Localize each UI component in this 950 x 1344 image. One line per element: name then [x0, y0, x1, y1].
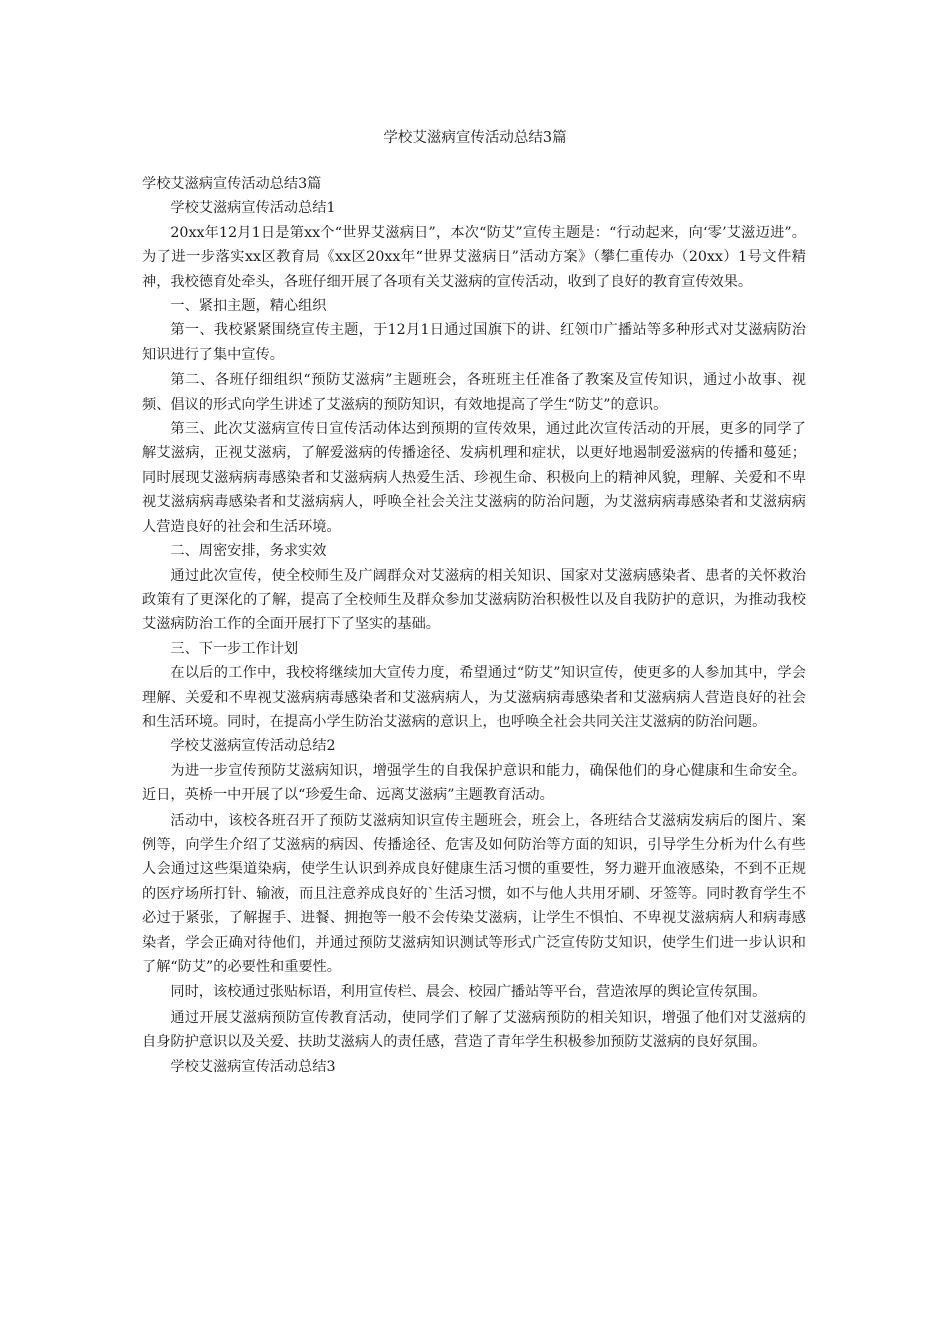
paragraph: 通过此次宣传，使全校师生及广阔群众对艾滋病的相关知识、国家对艾滋病感染者、患者的关怀救治政策有了更深化的了解，提高了全校师生及群众参加艾滋病防治积极性以及自我防护的意识，为推动我校艾滋病防治工作的全面开展打下了坚实的基础。: [142, 567, 806, 633]
paragraph-heading: 学校艾滋病宣传活动总结3篇: [142, 176, 322, 192]
subheading: 一、紧扣主题，精心组织: [170, 298, 327, 315]
section-title-3: 学校艾滋病宣传活动总结3: [170, 1058, 336, 1075]
paragraph: 第三、此次艾滋病宣传日宣传活动体达到预期的宣传效果，通过此次宣传活动的开展，更多的同学了解艾滋病，正视艾滋病，了解爱滋病的传播途径、发病机理和症状，以更好地遏制爱滋病的传播和蔓延；同时展现艾滋病病毒感染者和艾滋病病人热爱生活、珍视生命、积极向上的精神风貌，理解、关爱和不卑视艾滋病病毒感染者和艾滋病病人，呼唤全社会关注艾滋病的防治问题，为艾滋病病毒感染者和艾滋病病人营造良好的社会和生活环境。: [142, 421, 806, 535]
paragraph: 为进一步宣传预防艾滋病知识，增强学生的自我保护意识和能力，确保他们的身心健康和生命安全。近日，英桥一中开展了以“珍爱生命、远离艾滋病”主题教育活动。: [142, 762, 806, 804]
paragraph: 通过开展艾滋病预防宣传教育活动，使同学们了解了艾滋病预防的相关知识，增强了他们对艾滋病的自身防护意识以及关爱、扶助艾滋病人的责任感，营造了青年学生积极参加预防艾滋病的良好氛围。: [142, 1009, 806, 1051]
paragraph: 第二、各班仔细组织“预防艾滋病”主题班会，各班班主任准备了教案及宣传知识，通过小故事、视频、倡议的形式向学生讲述了艾滋病的预防知识，有效地提高了学生“防艾”的意识。: [142, 372, 806, 413]
paragraph: 同时，该校通过张贴标语，利用宣传栏、晨会、校园广播站等平台，营造浓厚的舆论宣传氛围。: [170, 984, 767, 1001]
subheading: 二、周密安排，务求实效: [170, 543, 327, 560]
paragraph: 在以后的工作中，我校将继续加大宣传力度，希望通过“防艾”知识宣传，使更多的人参加其中，学会理解、关爱和不卑视艾滋病病毒感染者和艾滋病病人，为艾滋病病毒感染者和艾滋病病人营造良好的社会和生活环境。同时，在提高小学生防治艾滋病的意识上，也呼唤全社会共同关注艾滋病的防治问题。: [142, 665, 806, 730]
document-body: [142, 172, 806, 1079]
paragraph: 20xx年12月1日是第xx个“世界艾滋病日”，本次“防艾”宣传主题是：“行动起来，向‘零’艾滋迈进”。为了进一步落实xx区教育局《xx区20xx年“世界艾滋病日”活动方案》（攀仁重传办（20xx）1号文件精神，我校德育处牵头，各班仔细开展了各项有关艾滋病的宣传活动，收到了良好的教育宣传效果。: [142, 224, 806, 290]
document-title: 学校艾滋病宣传活动总结3篇: [383, 130, 567, 146]
section-title-2: 学校艾滋病宣传活动总结2: [170, 738, 336, 755]
section-title-1: 学校艾滋病宣传活动总结1: [170, 200, 336, 217]
paragraph: 第一、我校紧紧围绕宣传主题，于12月1日通过国旗下的讲、红领巾广播站等多种形式对艾滋病防治知识进行了集中宣传。: [142, 322, 806, 363]
paragraph: 活动中，该校各班召开了预防艾滋病知识宣传主题班会，班会上，各班结合艾滋病发病后的图片、案例等，向学生介绍了艾滋病的病因、传播途径、危害及如何防治等方面的知识，引导学生分析为什么有些人会通过这些渠道染病，使学生认识到养成良好健康生活习惯的重要性，努力避开血液感染，不到不正规的医疗场所打针、输液，而且注意养成良好的`生活习惯，如不与他人共用牙刷、牙签等。同时教育学生不必过于紧张，了解握手、进餐、拥抱等一般不会传染艾滋病，让学生不惧怕、不卑视艾滋病病人和病毒感染者，学会正确对待他们，并通过预防艾滋病知识测试等形式广泛宣传防艾知识，使学生们进一步认识和了解“防艾”的必要性和重要性。: [142, 812, 806, 975]
subheading: 三、下一步工作计划: [170, 640, 299, 657]
